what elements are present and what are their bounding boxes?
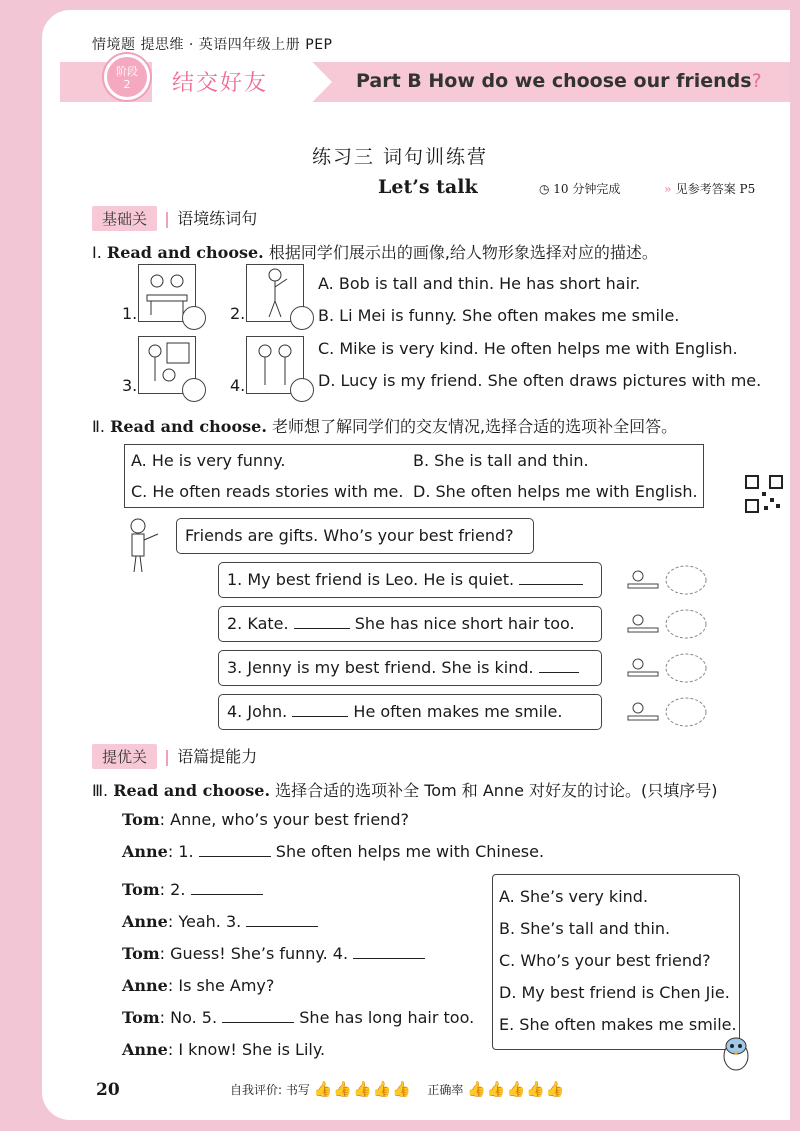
section-advanced (92, 744, 257, 769)
answer-blank-3[interactable] (539, 672, 579, 673)
workbook-page (42, 10, 790, 1120)
q3-heading (92, 778, 718, 801)
clock-icon: ◷ (539, 182, 554, 196)
part-title (356, 70, 762, 92)
q3-instruction: 选择合适的选项补全 Tom 和 Anne 对好友的讨论。(只填序号) (275, 781, 718, 800)
qr-code[interactable] (742, 472, 786, 518)
item-number-3: 3. (122, 376, 138, 395)
q3-number: Ⅲ. (92, 781, 109, 800)
accuracy-thumbs-icon[interactable]: 👍👍👍👍👍 (467, 1080, 566, 1098)
section-tag: 基础关 (92, 206, 157, 231)
q1-heading (92, 240, 658, 263)
divider-2 (166, 750, 168, 766)
answer-blank-2[interactable] (294, 628, 350, 629)
illustration-2 (624, 606, 708, 646)
q2-number: Ⅱ. (92, 417, 105, 436)
stage-label: 阶段 (116, 65, 138, 78)
speaker: Anne (122, 976, 168, 995)
writing-label: 书写 (285, 1083, 310, 1097)
unit-title: 结交好友 (172, 71, 269, 96)
answer-bubble-2 (218, 606, 602, 642)
q3-option-a: A. She’s very kind. (499, 887, 649, 906)
answer-note (664, 180, 755, 197)
part-question-mark: ? (751, 70, 762, 92)
speaker: Anne (122, 1040, 168, 1059)
divider (166, 212, 168, 228)
item-number-2: 2. (230, 304, 246, 323)
q3-option-e: E. She often makes me smile. (499, 1015, 737, 1034)
answer-bubble-3 (218, 650, 602, 686)
answer-4-tail: He often makes me smile. (353, 702, 563, 721)
dialogue-blank-4[interactable] (353, 958, 425, 959)
line-text: Is she Amy? (178, 976, 275, 995)
line-text: 1. (178, 842, 194, 861)
answer-blank-4[interactable] (292, 716, 348, 717)
penguin-mascot-icon (716, 1034, 756, 1072)
line-tail: She has long hair too. (299, 1008, 475, 1027)
q1-instruction: 根据同学们展示出的画像,给人物形象选择对应的描述。 (268, 243, 658, 262)
time-note (539, 180, 620, 197)
part-title-text: Part B How do we choose our friends (356, 70, 752, 92)
dialogue-line-4: Anne: Yeah. 3. (122, 912, 318, 931)
speaker: Anne (122, 842, 168, 861)
dialogue-blank-5[interactable] (222, 1022, 294, 1023)
kids-reading-icon (624, 562, 708, 602)
exercise-title: 练习三 词句训练营 (312, 146, 489, 168)
qr-code-icon (742, 472, 786, 518)
dialogue-line-5: Tom: Guess! She’s funny. 4. (122, 944, 425, 963)
q1-option-c: C. Mike is very kind. He often helps me with English. (318, 339, 738, 358)
unit-banner (60, 54, 790, 110)
dialogue-line-1: Tom: Anne, who’s your best friend? (122, 810, 409, 829)
q1-number: Ⅰ. (92, 243, 102, 262)
illustration-3 (624, 650, 708, 690)
q2-option-b: B. She is tall and thin. (413, 451, 589, 470)
self-eval-label: 自我评价: (230, 1083, 283, 1097)
line-tail: She often helps me with Chinese. (275, 842, 545, 861)
q1-option-d: D. Lucy is my friend. She often draws pictures with me. (318, 371, 762, 390)
section-basic (92, 206, 257, 231)
teacher-icon (124, 516, 162, 574)
q3-lead: Read and choose. (113, 781, 271, 800)
illustration-4 (624, 694, 708, 734)
dialogue-line-6: Anne: Is she Amy? (122, 976, 275, 995)
answer-1-text: 1. My best friend is Leo. He is quiet. (227, 570, 515, 589)
mascot (716, 1034, 756, 1072)
answer-4-text: 4. John. (227, 702, 288, 721)
dialogue-line-7: Tom: No. 5. She has long hair too. (122, 1008, 475, 1027)
speaker: Tom (122, 1008, 160, 1027)
q2-option-d: D. She often helps me with English. (413, 482, 698, 501)
speaker: Tom (122, 880, 160, 899)
line-text: Yeah. 3. (178, 912, 242, 931)
writing-thumbs-icon[interactable]: 👍👍👍👍👍 (313, 1080, 413, 1098)
illustration-1 (624, 562, 708, 602)
q2-lead: Read and choose. (110, 417, 267, 436)
time-note-text: 10 分钟完成 (553, 182, 621, 196)
self-evaluation (230, 1080, 566, 1098)
q1-option-b: B. Li Mei is funny. She often makes me smile. (318, 306, 680, 325)
funny-boy-icon (624, 694, 708, 734)
double-chevron-icon: » (664, 182, 676, 196)
answer-circle-2[interactable] (290, 306, 314, 330)
accuracy-label: 正确率 (427, 1083, 464, 1097)
dialogue-blank-2[interactable] (191, 894, 263, 895)
q3-options-box (492, 874, 740, 1050)
line-text: Guess! She’s funny. 4. (170, 944, 349, 963)
series-title: 情境题 提思维 · 英语四年级上册 PEP (92, 37, 333, 53)
answer-circle-4[interactable] (290, 378, 314, 402)
page-number: 20 (96, 1080, 120, 1100)
dialogue-line-2: Anne: 1. She often helps me with Chinese. (122, 842, 545, 861)
section2-label: 语篇提能力 (177, 747, 258, 766)
answer-2-tail: She has nice short hair too. (354, 614, 575, 633)
answer-3-text: 3. Jenny is my best friend. She is kind. (227, 658, 534, 677)
item-number-1: 1. (122, 304, 138, 323)
kids-helping-icon (624, 650, 708, 690)
speaker: Tom (122, 810, 160, 829)
q1-lead: Read and choose. (106, 243, 264, 262)
teacher-figure (124, 516, 162, 574)
dialogue-blank-3[interactable] (246, 926, 318, 927)
q2-option-c: C. He often reads stories with me. (131, 482, 404, 501)
teacher-speech-bubble: Friends are gifts. Who’s your best friend? (176, 518, 534, 554)
tall-girl-icon (624, 606, 708, 646)
q2-options-box (124, 444, 704, 508)
q3-option-d: D. My best friend is Chen Jie. (499, 983, 730, 1002)
answer-bubble-1 (218, 562, 602, 598)
section-label: 语境练词句 (177, 209, 258, 228)
answer-blank-1[interactable] (519, 584, 583, 585)
answer-circle-3[interactable] (182, 378, 206, 402)
line-text: No. 5. (170, 1008, 218, 1027)
dialogue-blank-1[interactable] (199, 856, 271, 857)
line-text: Anne, who’s your best friend? (170, 810, 409, 829)
exercise-subtitle: Let’s talk (378, 176, 478, 198)
answer-circle-1[interactable] (182, 306, 206, 330)
line-text: I know! She is Lily. (178, 1040, 326, 1059)
q3-option-c: C. Who’s your best friend? (499, 951, 711, 970)
section2-tag: 提优关 (92, 744, 157, 769)
stage-number: 2 (123, 78, 131, 91)
answer-note-text: 见参考答案 P5 (675, 182, 756, 196)
speaker: Tom (122, 944, 160, 963)
answer-bubble-4 (218, 694, 602, 730)
line-text: 2. (170, 880, 186, 899)
item-number-4: 4. (230, 376, 246, 395)
q2-heading (92, 414, 677, 437)
stage-badge (104, 54, 150, 100)
q2-instruction: 老师想了解同学们的交友情况,选择合适的选项补全回答。 (272, 417, 678, 436)
dialogue-line-8: Anne: I know! She is Lily. (122, 1040, 326, 1059)
dialogue-line-3: Tom: 2. (122, 880, 263, 899)
q1-option-a: A. Bob is tall and thin. He has short hair. (318, 274, 641, 293)
q3-option-b: B. She’s tall and thin. (499, 919, 671, 938)
speaker: Anne (122, 912, 168, 931)
q2-option-a: A. He is very funny. (131, 451, 286, 470)
answer-2-text: 2. Kate. (227, 614, 289, 633)
